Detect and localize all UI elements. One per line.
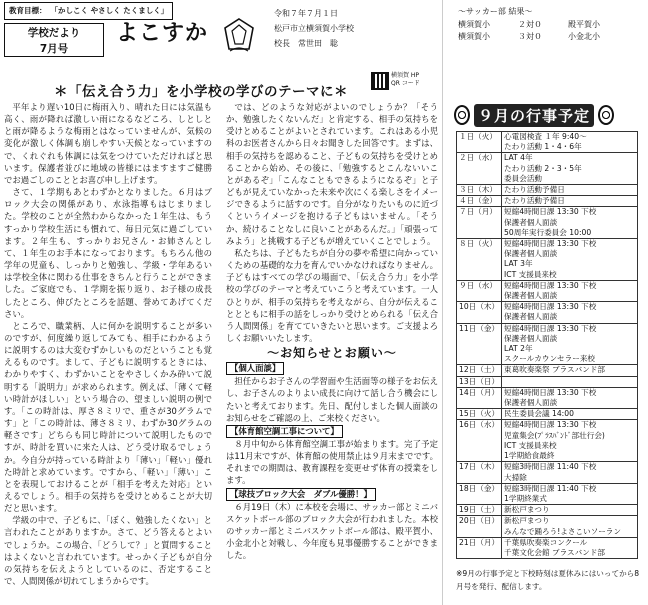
schedule-event: 短縮3時間日課 11:40 下校 1学期終業式 [502,483,638,504]
principal-name: 校長 常世田 聡 [274,39,338,48]
schedule-row [457,420,638,462]
schedule-date: 14日（月） [457,387,502,408]
article-paragraph: ところで、職業柄、人に何かを説明することが多いのですが、何度繰り返してみても、相手にわかるように説明するのは大変むずかしいものだということも覚えるものです。まして、子どもに説明するときには、わかりやすく、わずかいことをやさしくかみ砕いて説明する「説明力」が求められます。例えば、「薄くて軽い時計がほしい」という場合の、望ましい説明の例です。「この時計は、厚さ８ミリで、重さが30グラムです」と「この時計は、薄さ８ミリ、わずか30グラムの軽さです」どちらも同じ時計について説明したものですが、時計を買いに来た人は、どう受け取るでしょうか。今自分が持っている時計より「薄い」「軽い」優れた時計と求めています。ですから、「軽い」「薄い」ことを表現しておけることが「相手を考えた対応」といえるでしょう。相手の気持ちを受けとめることが大切だと思います。 [4,320,212,514]
notice-text: 担任からお子さんの学習面や生活面等の様子をお伝えし、お子さんのよりよい成長に向けて話し合う機会にしたいと考えております。先日、配付しました個人面談のお知らせをご確認の上、ご来校ください。 [226,376,438,423]
schedule-row [457,207,638,239]
article-paragraph: 平年より遅い10日に梅雨入り、晴れた日には気温も高く、雨が降れば激しい雨になるなどころ、しとしとと雨が降るような梅雨とはなっていませんが、気候の変化が激しく体調も崩しやすい天候となっていますので、くれぐれも体調には気をつけていただければと思います。保護者並びに地域の皆様にはますますご健勝でお過ごしのこととお喜び申し上げます。 [4,102,212,185]
event-schedule-table [456,131,638,559]
issue-date: 令和７年７月１日 [274,9,338,18]
schedule-date: ７日（月） [457,207,502,239]
schedule-date: ９日（水） [457,280,502,301]
schedule-event: 民生委員会議 14:00 [502,409,638,420]
pane-divider [442,0,443,605]
schedule-row [457,153,638,185]
schedule-event: 新松戸まつり みんなで踊ろう!よさこいソーラン [502,516,638,537]
schedule-date: １日（火） [457,132,502,153]
article-headline: ＊「伝え合う力」を小学校の学びのテーマに＊ [54,84,348,100]
schedule-row [457,409,638,420]
schedule-event: 短縮4時間日課 13:30 下校 保護者個人面談 [502,280,638,301]
schedule-date: 10日（木） [457,302,502,323]
match-score: ２対０ [518,19,542,29]
schedule-row [457,280,638,301]
schedule-row [457,132,638,153]
schedule-date: 12日（土） [457,365,502,376]
schedule-event: たわり活動予備日 [502,196,638,207]
schedule-date: 18日（金） [457,483,502,504]
schedule-date: ８日（火） [457,239,502,281]
schedule-row [457,516,638,537]
schedule-event: 短縮4時間日課 13:30 下校 児童集会(ﾌﾟﾗｽﾊﾞﾝﾄﾞ部壮行会) ICT 支援員来校 1学期給食最終 [502,420,638,462]
qr-caption-line-1: 横須賀 HP [391,72,420,79]
schedule-pane [448,0,646,605]
qr-caption [391,72,420,88]
schedule-row [457,505,638,516]
notice-item [226,424,438,487]
schedule-event: 短縮4時間日課 13:30 下校 保護者個人面談 [502,302,638,323]
flower-icon [598,105,614,125]
schedule-date: 21日（月） [457,537,502,558]
schedule-date: ３日（木） [457,185,502,196]
schedule-row [457,196,638,207]
notice-item [226,361,438,424]
article-paragraph: では、どのような対応がよいのでしょうか？「そうか、勉強したくないんだ」と肯定する、相手の気持ちを受けとめることがよいとされています。これはある小児科のお医者さんから日々お聞きした回答です。まずは、相手の気持ちを認めること、子どもの気持ちを受けとめることから始め、その後に、「勉強するとこんないいことがあるぞ」「こんなこともできるようになるぞ」と子どもが見えていなかった未来や次にくる楽しさをイメージできるように話すのです。自分がなりたいものに近づくというイメージを抱ける子どもはいません。「そうか、続けることなしに良いことがあるんだ。」「頑張ってみよう」と挑戦する子どもが増えていくことでしょう。 [226,102,438,246]
issue-label: 7月号 [39,43,69,55]
schedule-event: 新松戸まつり [502,505,638,516]
soccer-results [458,6,600,44]
motto-text: 「かしこく やさしく たくましく」 [50,6,169,15]
motto-label: 教育目標： [9,6,47,15]
notice-section-title: ～お知らせとお願い～ [267,346,397,361]
schedule-event [502,376,638,387]
team-name: 横須賀小 [458,32,490,41]
notice-tag: 【個人面談】 [226,362,284,375]
team-name: 横須賀小 [458,19,490,29]
qr-code-icon[interactable] [371,72,389,90]
schedule-event: 短縮3時間日課 11:40 下校 大掃除 [502,462,638,483]
schedule-row [457,365,638,376]
soccer-results-title: ～サッカー部 結果～ [458,7,533,16]
schedule-date: 19日（土） [457,505,502,516]
opponent-name: 殿平賀小 [568,19,600,29]
soccer-result-row [458,31,600,44]
schedule-event: 短縮4時間日課 13:30 下校 保護者個人面談 [502,387,638,408]
article-paragraph: 私たちは、子どもたちが自分の夢や希望に向かっていくための基礎的な力を育んでいかなければなりません。子どもはすべての学びの場面で、「伝え合う力」を小学校の学びのテーマと考えていこうと考えています。一人ひとりが、相手の気持ちを考えながら、自分が伝えることとともに相手の話をしっかり受けとめられる「伝え合う人間関係」を育てていきたいと思います。ご支援よろしくお願いいたします。 [226,247,438,343]
newsletter-name: 学校だより [27,27,81,39]
schedule-event: LAT 4年 たわり活動 2・3・5年 委員会活動 [502,153,638,185]
main-article-pane [4,2,440,602]
school-crest-icon [218,16,260,54]
match-score: ３対０ [518,32,542,41]
publication-info [274,6,354,51]
schedule-event: たわり活動予備日 [502,185,638,196]
schedule-row [457,302,638,323]
schedule-row [457,323,638,365]
schedule-title-banner [454,102,614,128]
schedule-event: 千葉県吹奏楽コンクール 千葉文化会館 ブラスバンド部 [502,537,638,558]
newsletter-title-box [4,23,104,57]
schedule-row [457,483,638,504]
schedule-row [457,537,638,558]
notice-text: ８月中旬から体育館空調工事が始まります。完了予定は11月末ですが、体育館の使用禁止は９月末までです。それまでの期間は、教育課程を変更せず体育の授業をします。 [226,438,438,486]
schedule-title: ９月の行事予定 [474,104,594,127]
article-paragraph: さて、１学期もあとわずかとなりました。６月はブロック大会の関係があり、水泳指導もはじまりました。学校のことが全然わからなかった１年生は、もうすっかり学校生活にも慣れて、毎日元気に過ごしています。２年生も、すっかりお兄さん・お姉さんとして、１年生のお手本になっております。もちろん他の学年の児童も、しっかりと勉強し、学級・学年あるいは学校全体に関わる仕事をきちんと行うことができました。ご家庭でも、１学期を振り返り、お子様の成長したところ、伸びたところを話題、誉めてあげてください。 [4,187,212,319]
schedule-date: ４日（金） [457,196,502,207]
schedule-date: 17日（木） [457,462,502,483]
schedule-date: 15日（火） [457,409,502,420]
notice-item [226,487,438,562]
schedule-date: ２日（水） [457,153,502,185]
schedule-footnote: ※9月の行事予定と下校時刻は夏休みにはいってから8月号を発行、配信します。 [456,569,640,591]
schedule-date: 13日（日） [457,376,502,387]
flower-icon [454,105,470,125]
schedule-row [457,376,638,387]
publisher-name: 松戸市立横須賀小学校 [274,24,354,33]
article-column-1 [4,101,212,587]
schedule-row [457,239,638,281]
schedule-date: 20日（日） [457,516,502,537]
schedule-event: 短縮4時間日課 13:30 下校 保護者個人面談 LAT 3年 ICT 支援員来校 [502,239,638,281]
schedule-event: 短縮4時間日課 13:30 下校 保護者個人面談 LAT 2年 スクールカウンセラー来校 [502,323,638,365]
schedule-date: 11日（金） [457,323,502,365]
schedule-row [457,462,638,483]
article-paragraph: 学級の中で、子どもに、「ぼく、勉強したくない」と言われたことがありますか。さて、どう答えるとよいでしょうか。この場合、「どうして？」と質問することはよくないと言われています。せっかく子どもが自分の気持ちを伝えようとしているのに、否定することで、人間関係が切れてしまうからです。 [4,515,212,587]
notice-text: ６月19日（木）に本校を会場に、サッカー部とミニバスケットボール部のブロック大会が行われました。本校のサッカー部とミニバスケットボール部は、殿平賀小、小金北小と対戦し、今年度も見事優勝することができました。 [226,501,438,561]
qr-caption-line-2: QR コード [391,80,420,87]
school-name-title: よこすか [116,20,209,46]
schedule-event: 東葛吹奏楽祭 ブラスバンド部 [502,365,638,376]
schedule-row [457,185,638,196]
article-column-2 [226,101,438,561]
schedule-event: 心電図検査 １年 9:40～ たわり活動 1・4・6年 [502,132,638,153]
notice-tag: 【体育館空調工事について】 [226,425,343,438]
schedule-row [457,387,638,408]
schedule-date: 16日（水） [457,420,502,462]
soccer-result-row [458,19,600,32]
notice-tag: 【球技ブロック大会 ダブル優勝！】 [226,488,376,501]
schedule-event: 短縮4時間日課 13:30 下校 保護者個人面談 50周年実行委員会 10:00 [502,207,638,239]
opponent-name: 小金北小 [568,32,600,41]
